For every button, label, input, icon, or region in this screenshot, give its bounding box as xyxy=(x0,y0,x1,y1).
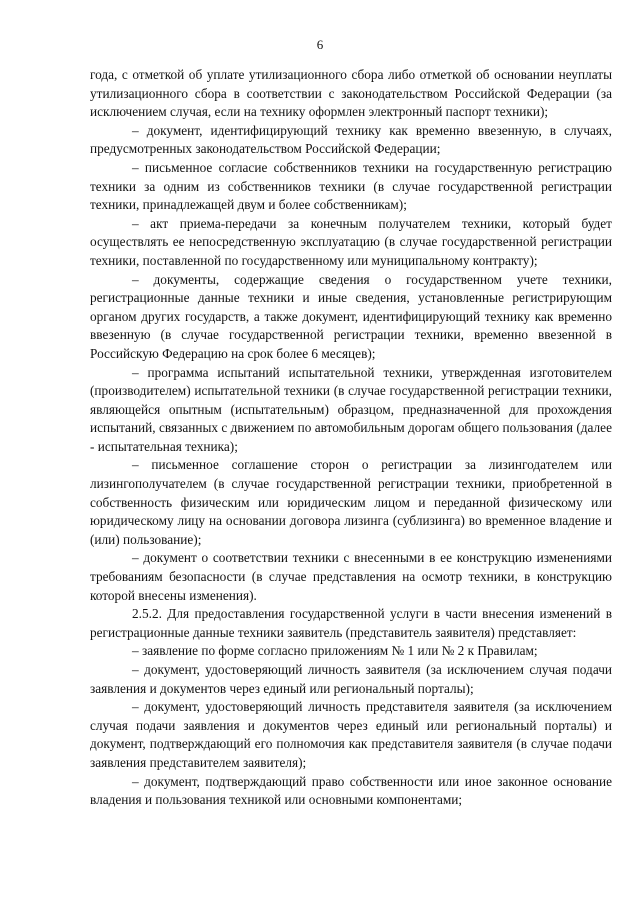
paragraph: – письменное соглашение сторон о регистрации за лизингодателем или лизингополучателем (в случае государственной регистрации техники, приобретенной в собственность физическим или юридическим лицом и переданной физическому или юридическому лицу на основании договора лизинга (сублизинга) во временное владение и (или) пользование); xyxy=(90,457,612,547)
section-paragraph: 2.5.2. Для предоставления государственной услуги в части внесения изменений в регистрационные данные техники заявитель (представитель заявителя) представляет: xyxy=(90,606,612,640)
paragraph-continuation: года, с отметкой об уплате утилизационного сбора либо отметкой об основании неуплаты утилизационного сбора в соответствии с законодательством Российской Федерации (за исключением случая, если на технику оформлен электронный паспорт техники); xyxy=(90,67,612,120)
body-text xyxy=(90,66,612,810)
paragraph: – документ о соответствии техники с внесенными в ее конструкцию изменениями требованиям безопасности (в случае представления на осмотр техники, в конструкцию которой внесены изменения). xyxy=(90,550,612,603)
paragraph: – документы, содержащие сведения о государственном учете техники, регистрационные данные техники и иные сведения, установленные регистрирующим органом других государств, а также документ, идентифицирующий технику как временно ввезенную (в случае государственной регистрации техники, временно ввезенной в Российскую Федерацию на срок более 6 месяцев); xyxy=(90,271,612,361)
paragraph: – заявление по форме согласно приложениям № 1 или № 2 к Правилам; xyxy=(132,643,538,659)
paragraph: – программа испытаний испытательной техники, утвержденная изготовителем (производителем) испытательной техники (в случае государственной регистрации техники, являющейся опытным (испытательным) образцом, предназначенной для прохождения испытаний, связанных с движением по автомобильным дорогам общего пользования (далее - испытательная техника); xyxy=(90,364,612,454)
page-number: 6 xyxy=(316,37,324,52)
paragraph: – документ, подтверждающий право собственности или иное законное основание владения и пользования техникой или основными компонентами; xyxy=(90,773,612,808)
paragraph: – документ, удостоверяющий личность заявителя (за исключением случая подачи заявления и документов через единый или региональный порталы); xyxy=(90,662,612,696)
paragraph: – акт приема-передачи за конечным получателем техники, который будет осуществлять ее непосредственную эксплуатацию (в случае государственной регистрации техники, поставленной по государственному или муниципальному контракту); xyxy=(90,215,612,268)
paragraph: – документ, удостоверяющий личность представителя заявителя (за исключением случая подачи заявления и документов через единый или региональный порталы) и документ, подтверждающий его полномочия как представителя заявителя (в случае подачи заявления представителем заявителя); xyxy=(90,699,612,770)
paragraph: – письменное согласие собственников техники на государственную регистрацию техники за одним из собственников техники (в случае государственной регистрации техники, принадлежащей двум и более собственникам); xyxy=(90,159,612,213)
paragraph: – документ, идентифицирующий технику как временно ввезенную, в случаях, предусмотренных законодательством Российской Федерации; xyxy=(90,122,612,157)
